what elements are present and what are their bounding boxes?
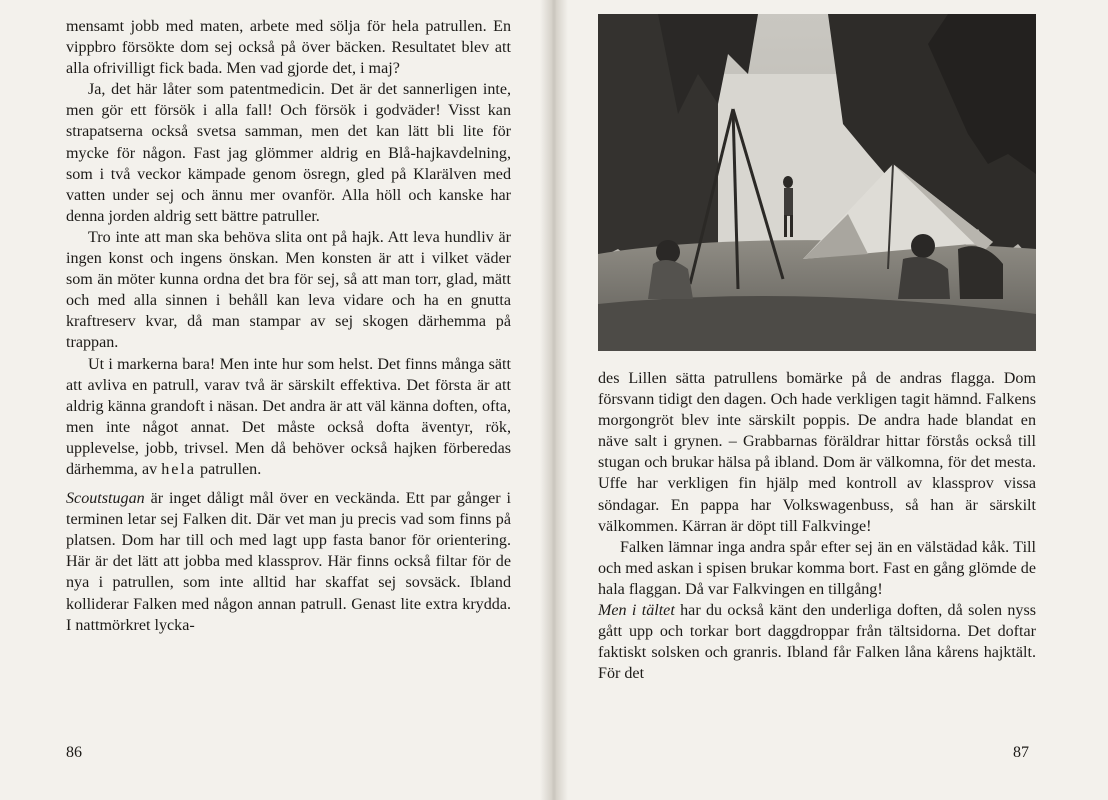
paragraph-text: Ut i markerna bara! Men inte hur som helst. Det finns många sätt att avliva en patrull, varav två är särskilt effektiva. Det första är att aldrig känna grandoft i näsan. Det andra är att väl känna doften, ofta, men inte något annat. Det måste också dofta äventyr, rök, upplevelse, jobb, trivsel. Men då behöver också hajken förberedas därhemma, av (66, 355, 511, 478)
spaced-word: hela (161, 460, 196, 478)
paragraph: Ja, det här låter som patentmedicin. Det är det sannerligen inte, men gör ett försök i alla fall! Och försök i godväder! Visst kan strapatserna också svetsa samman, men det kan lätt bli lite för mycke för någon. Fast jag glömmer aldrig en Blå-hajkavdelning, som i två veckor kämpade genom ösregn, gled på Klarälven med vatten under sej och ännu mer ovanför. Alla höll och kanske har denna jorden aldrig sett bättre patruller. (66, 81, 511, 225)
italic-heading: Scoutstugan (66, 490, 145, 508)
paragraph (66, 488, 511, 636)
page-number: 87 (1013, 744, 1029, 761)
paragraph-text: patrullen. (200, 460, 262, 478)
paragraph: Falken lämnar inga andra spår efter sej än en välstädad kåk. Till och med askan i spisen brukar komma bort. Fast en gång glömde de hala flaggan. Då var Falkvingen en tillgång! (598, 538, 1036, 598)
italic-heading: Men i tältet (598, 602, 675, 620)
paragraph: Tro inte att man ska behöva slita ont på hajk. Att leva hundliv är ingen konst och ingens önskan. Men konsten är att i vilket väder som än möter kunna ordna det bra för sej, så att man torr, glad, mätt och med alla sinnen i behåll kan leva vidare och ha en gnutta kraftreserv kvar, då man stampar av sej skogen därhemma på trappan. (66, 228, 511, 352)
paragraph: des Lillen sätta patrullens bomärke på de andras flagga. Dom försvann tidigt den dagen. Och hade verkligen tagit hämnd. Falkens morgongröt blev inte särskilt poppis. De andra hade blandat en näve salt i grynen. – Grabbarnas föräldrar hittar förstås också till stugan och brukar hälsa på ibland. Dom är välkomna, för det mesta. Uffe har verkligen fin hjälp med kontroll av klassprov vissa söndagar. En pappa har Volkswagenbuss, så han är särskilt välkommen. Kärran är döpt till Falkvinge! (598, 370, 1036, 535)
paragraph-text: är inget dåligt mål över en veckända. Ett par gånger i terminen letar sej Falken dit. Där vet man ju precis vad som finns på platsen. Dom har till och med lagt upp fasta banor för orientering. Här är det lätt att jobba med klassprov. Här finns också filtar för de nya i patrullen, som inte alltid har skaffat sej sovsäck. Ibland kolliderar Falken med någon annan patrull. Genast lite extra krydda. I nattmörkret lycka- (66, 490, 511, 634)
camp-photo-illustration (598, 14, 1036, 351)
right-page-text (598, 368, 1036, 684)
page-number: 86 (66, 744, 82, 761)
book-gutter (540, 0, 568, 800)
right-page (568, 0, 1108, 800)
paragraph: mensamt jobb med maten, arbete med sölja för hela patrullen. En vippbro försökte dom sej också på över bäcken. Resultatet blev att alla ofrivilligt fick bada. Men vad gjorde det, i maj? (66, 18, 511, 78)
paragraph (66, 354, 511, 481)
left-page (0, 0, 540, 800)
paragraph-text: har du också känt den underliga doften, då solen nyss gått upp och torkar bort daggdroppar från tältsidorna. Det doftar faktiskt solsken och granris. Ibland får Falken låna kårens hajktält. För det (598, 602, 1036, 683)
camp-photo (598, 14, 1036, 351)
left-page-text (66, 16, 511, 636)
paragraph (598, 600, 1036, 684)
